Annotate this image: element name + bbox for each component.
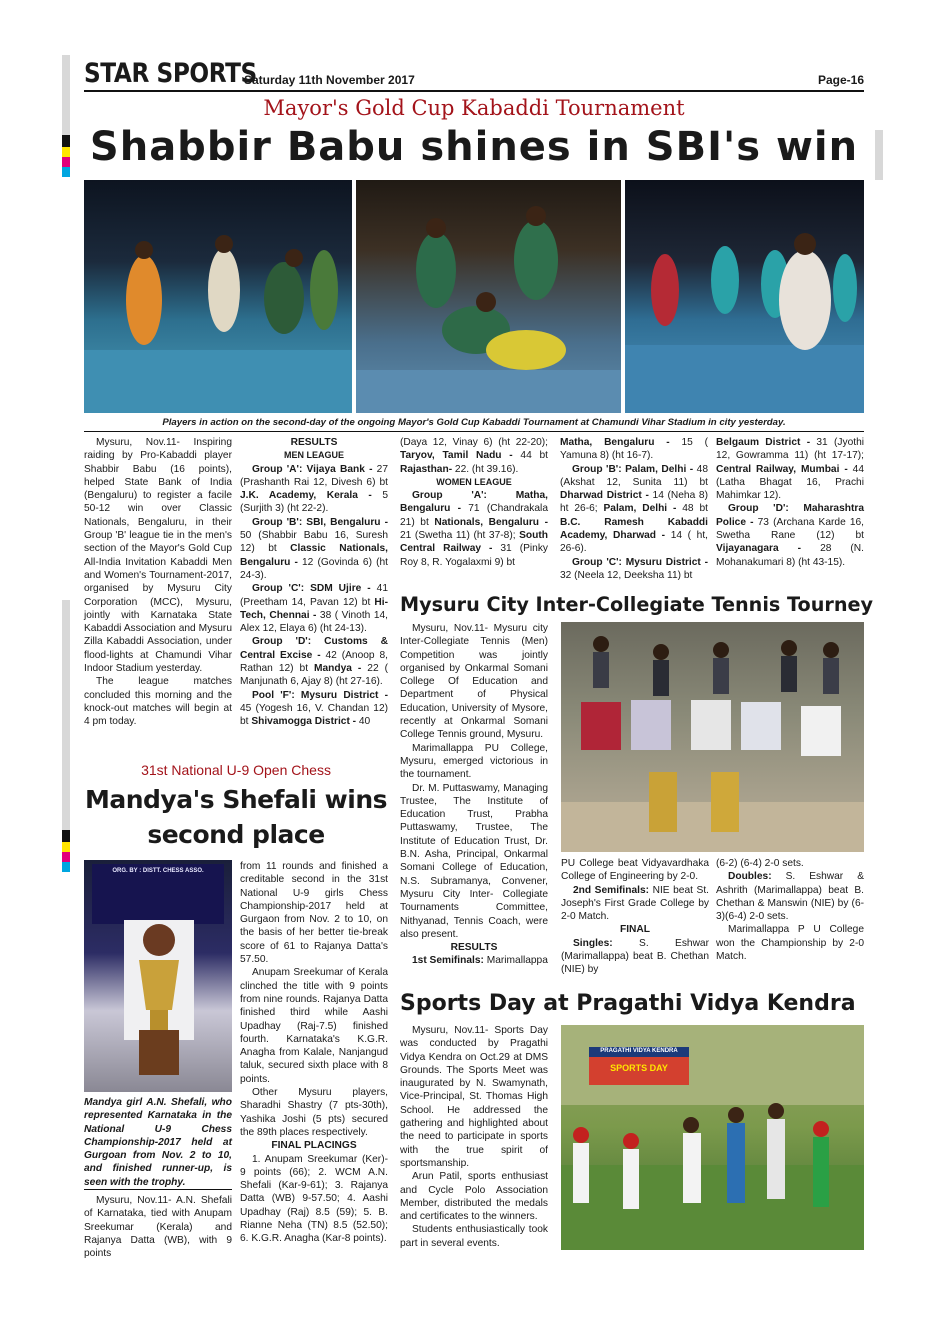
group-a-score2: 5 (Surjith 3) (ht 22-2). — [240, 490, 389, 515]
tennis-sf2-text: NIE beat St. Joseph's First Grade College by 2-0 Match. — [561, 884, 709, 923]
kabaddi-photo-2 — [356, 180, 621, 413]
women-group-c-text: 32 (Neela 12, Deeksha 11) bt — [560, 569, 693, 581]
chess-para-2: from 11 rounds and finished a creditable second in the 31st National U-9 girls Chess Championship-2017 held at Gurgaon from Nov. 2 to 10, on the basis of her better tie-break score of 61 to Rajanya Datta's 57.50. — [240, 861, 388, 966]
group-d-text: 42 (Anoop 8, Rathan 12) bt — [240, 649, 388, 675]
tennis-final-heading: FINAL — [620, 924, 650, 936]
kabaddi-kicker: Mayor's Gold Cup Kabaddi Tournament — [263, 96, 685, 120]
kabaddi-para-2: The league matches concluded this morning and the knock-out matches will begin at 4 pm today. — [84, 676, 232, 728]
masthead-brand: STAR SPORTS — [84, 58, 257, 89]
chess-kicker: 31st National U-9 Open Chess — [141, 762, 331, 778]
women-group-b-score3: 48 bt — [676, 503, 708, 515]
women-group-d-label: Group 'D': Maharashtra Police - — [716, 503, 864, 528]
col5-score: 31 (Jyothi 12, Gowramma 11) (ht 17-17); — [716, 437, 864, 462]
sports-day-headline: Sports Day at Pragathi Vidya Kendra — [400, 991, 856, 1016]
chess-caption-text: Mandya girl A.N. Shefali, who represented Karnataka in the National U-9 Chess Championship-2017 held at Gurgoan from Nov. 2 to 10, and finished runner-up, is seen with the trophy. — [84, 1097, 232, 1188]
tennis-team-photo — [561, 622, 864, 852]
chess-photo — [84, 860, 232, 1092]
col3-text: (Daya 12, Vinay 6) (ht 22-20); — [400, 437, 548, 448]
women-group-c-label: Group 'C': Mysuru District - — [572, 556, 708, 568]
chess-headline-line-1: Mandya's Shefali wins — [84, 785, 388, 814]
kabaddi-column-1 — [84, 436, 232, 729]
chess-photo-sign: ORG. BY : DISTT. CHESS ASSO. — [112, 868, 204, 874]
sports-day-banner-top: PRAGATHI VIDYA KENDRA — [600, 1048, 678, 1054]
women-group-a-label: Group 'A': Matha, Bengaluru - — [400, 490, 548, 515]
kabaddi-column-2 — [240, 436, 388, 729]
tennis-results-heading: RESULTS — [450, 942, 498, 954]
masthead-date: Saturday 11th November 2017 — [244, 73, 415, 87]
group-d-label: Group 'D': Customs & Central Excise - — [240, 636, 388, 661]
pool-f-score2: 40 — [356, 716, 371, 728]
col3-score: 44 bt — [512, 450, 548, 462]
tennis-para-2: Marimallappa PU College, Mysuru, emerged victorious in the tournament. — [400, 742, 548, 781]
women-group-d-score2: 28 (N. Mohanakumari 8) (ht 43-15). — [716, 543, 864, 568]
chess-para-3: Anupam Sreekumar of Kerala clinched the title with 9 points from nine rounds. Rajanya Datta finished third while Aashi Upadhay (Raj-7.5) finished fourth. Karnataka's K.G.R. Anagha from Kalale, Nanjangud taluk, secured sixth place with 8 points. — [240, 967, 388, 1085]
chess-caption-rule — [84, 1189, 232, 1190]
final-placings-heading: FINAL PLACINGS — [271, 1140, 357, 1152]
kabaddi-column-4 — [560, 436, 708, 582]
women-group-d-text: 73 (Archana Karde 16, Swetha Rane (12) bt — [716, 516, 865, 542]
final-placings-list: 1. Anupam Sreekumar (Ker)- 9 points (66); 2. WCM A.N. Shefali (Kar-9-61); 3. Rajanya Datta (WB) 9-57.50; 4. Aashi Upadhay (Raj) 8.5 (59); 5. B. Rianne Neha (TN) 8.5 (52.50); 6. K.G.R. Anagha (Kar-8 points). — [240, 1153, 388, 1245]
registration-swatch-yellow — [62, 147, 70, 157]
tennis-singles-label: Singles: — [573, 937, 613, 949]
registration-swatch-black-2 — [62, 830, 70, 842]
sports-day-photo — [561, 1025, 864, 1250]
tennis-para-3: Dr. M. Puttaswamy, Managing Trustee, The Institute of Education Trust, Prabha Puttaswamy, Trustee, The Institute of Education Trust, Dr. B.N. Asha, Principal, Onkarmal Somani College of Education, N.S. Subramanya, Convener, Mysuru City Inter- Collegiate Tournaments Committee, Nithyanad, Tennis Coach, were also present. — [400, 782, 548, 940]
kabaddi-caption-rule — [84, 431, 864, 432]
group-a-team2: J.K. Academy, Kerala - — [240, 490, 372, 502]
kabaddi-column-3 — [400, 436, 548, 569]
women-group-a-score3: 31 (Pinky Roy 8, R. Yogalaxmi 9) bt — [400, 543, 549, 568]
women-group-a-team2: Nationals, Bengaluru - — [434, 516, 548, 528]
sports-day-banner: SPORTS DAY — [610, 1063, 668, 1073]
chess-para-1: Mysuru, Nov.11- A.N. Shefali of Karnataka, tied with Anupam Sreekumar (Kerala) and Rajanya Datta (WB), with 9 points — [84, 1195, 232, 1260]
chess-para-4: Other Mysuru players, Sharadhi Shastry (7 pts-30th), Yashika Joshi (5 pts) secured the 89th places respectively. — [240, 1087, 388, 1138]
tennis-sf1-cont: PU College beat Vidyavardhaka College of Engineering by 2-0. — [561, 858, 709, 883]
group-b-label: Group 'B': SBI, Bengaluru - — [252, 516, 388, 528]
group-c-team2: Hi-Tech, Chennai - — [240, 596, 388, 621]
group-d-score2: 22 ( Manjunath 6, Ajay 8) (ht 27-16). — [240, 663, 389, 688]
masthead-rule — [84, 90, 864, 92]
group-b-team2: Classic Nationals, Bengaluru - — [240, 543, 388, 568]
col5-team2: Central Railway, Mumbai - — [716, 463, 848, 475]
kabaddi-photo-1 — [84, 180, 352, 413]
pool-f-team2: Shivamogga District - — [251, 716, 357, 728]
women-group-a-team3: South Central Railway - — [400, 530, 548, 555]
tennis-column-3 — [716, 857, 864, 963]
group-b-text: 50 (Shabbir Babu 16, Suresh 12) bt — [240, 530, 388, 555]
women-group-a-score2: 21 (Swetha 11) (ht 37-8); — [400, 530, 520, 542]
registration-strip-mid — [62, 600, 70, 830]
women-group-a-text: 71 (Chandrakala 21) bt — [400, 503, 548, 528]
women-group-d-team2: Vijayanagara - — [716, 543, 802, 555]
men-league-heading: MEN LEAGUE — [283, 450, 344, 461]
women-group-b-team2: Dharwad District - — [560, 490, 649, 502]
chess-caption — [84, 1096, 232, 1189]
registration-strip-right — [875, 130, 883, 180]
tennis-sf2-label: 2nd Semifinals: — [573, 884, 650, 896]
tennis-headline: Mysuru City Inter-Collegiate Tennis Tourney — [400, 593, 874, 616]
group-c-score2: 38 ( Vinoth 14, Alex 12, Elaya 6) (ht 24-13). — [240, 609, 388, 635]
pool-f-text: 45 (Yogesh 16, V. Chandan 12) bt — [240, 702, 388, 728]
sports-day-para-3: Students enthusiastically took part in several events. — [400, 1224, 548, 1249]
tennis-sf1-text: Marimallappa — [483, 955, 548, 967]
kabaddi-photo-caption: Players in action on the second-day of the ongoing Mayor's Gold Cup Kabaddi Tournament at Chamundi Vihar Stadium in city yesterday. — [162, 417, 786, 428]
results-heading: RESULTS — [290, 437, 338, 448]
group-d-team2: Mandya - — [314, 663, 362, 675]
tennis-sf1-label: 1st Semifinals: — [412, 955, 484, 967]
tennis-doubles-text: S. Eshwar & Ashrith (Marimallappa) beat B. Chethan & Manswin (NIE) by (6-3)(6-4) 2-0 sets. — [716, 871, 864, 923]
registration-swatch-magenta — [62, 157, 70, 167]
kabaddi-headline: Shabbir Babu shines in SBI's win — [89, 124, 859, 170]
registration-swatch-magenta-2 — [62, 852, 70, 862]
registration-swatch-black — [62, 135, 70, 147]
col5-team: Belgaum District - — [716, 437, 811, 448]
chess-column-2 — [240, 860, 388, 1246]
women-league-heading: WOMEN LEAGUE — [436, 476, 512, 487]
registration-swatch-cyan-2 — [62, 862, 70, 872]
tennis-column-1 — [400, 622, 548, 968]
group-c-text: 41 (Preetham 14, Pavan 12) bt — [240, 583, 388, 608]
col5-score2: 44 (Latha Bhagat 16, Prachi Mahimkar 12). — [716, 463, 864, 502]
tennis-singles-text: S. Eshwar (Marimallappa) beat B. Chethan (NIE) by — [561, 937, 709, 976]
tennis-para-1: Mysuru, Nov.11- Mysuru city Inter-Collegiate Tennis (Men) Competition was jointly organised by Onkarmal Somani College Of Education and Department of Physical Education, University of Mysore, recently at Onkarmal Somani College Tennis ground, Mysuru. — [400, 623, 548, 741]
kabaddi-photo-3 — [625, 180, 864, 413]
col4-team: Matha, Bengaluru - — [560, 437, 670, 448]
col3-score2: 22. (ht 39.16). — [452, 463, 519, 475]
kabaddi-column-5 — [716, 436, 864, 569]
women-group-b-team4: B.C. Ramesh Kabaddi Academy, Dharwad - — [560, 516, 708, 542]
chess-headline-line-2: second place — [147, 820, 325, 849]
col3-team2: Rajasthan- — [400, 463, 453, 475]
women-group-b-score2: 14 (Neha 8) ht 26-6; — [560, 490, 708, 515]
group-b-score2: 12 (Govinda 6) (ht 24-3). — [240, 556, 388, 581]
registration-strip-top — [62, 55, 70, 135]
pool-f-label: Pool 'F': Mysuru District - — [252, 689, 388, 701]
women-group-b-score4: 14 ( ht, 26-6). — [560, 530, 709, 555]
group-a-label: Group 'A': Vijaya Bank - — [252, 463, 373, 475]
tennis-singles-cont: (6-2) (6-4) 2-0 sets. — [716, 858, 804, 869]
sports-day-para-1: Mysuru, Nov.11- Sports Day was conducted by Pragathi Vidya Kendra on Oct.29 at DMS Grounds. The Sports Meet was inaugurated by N. Swamynath, Vice-Principal, St. Thomas High School. He addressed the gathering and highlighted about the need to participate in sports with the true spirit of sportsmanship. — [400, 1025, 548, 1169]
group-c-label: Group 'C': SDM Ujire - — [252, 583, 371, 595]
sports-day-para-2: Arun Patil, sports enthusiast and Cycle Polo Association Member, distributed the medals and certificates to the winners. — [400, 1171, 548, 1223]
col3-team: Taryov, Tamil Nadu - — [400, 450, 513, 462]
women-group-b-label: Group 'B': Palam, Delhi - — [572, 463, 694, 475]
group-a-text: 27 (Prashanth Rai 12, Divesh 6) bt — [240, 463, 388, 488]
women-group-b-text: 48 (Akshat 12, Sunita 11) bt — [560, 463, 708, 488]
women-group-b-team3: Palam, Delhi - — [603, 503, 677, 515]
sports-day-column-1 — [400, 1024, 548, 1250]
masthead-page: Page-16 — [818, 73, 865, 87]
kabaddi-para-1: Mysuru, Nov.11- Inspiring raiding by Pro-Kabaddi player Shabbir Babu (16 points), helped State Bank of India (Bengaluru) to register a facile 50-12 win over Classic Nationals, Bengaluru, in their Group 'B' league tie in the men's section of the Mayor's Gold Cup All-India Invitation Kabaddi Men and Women's Tournament-2017, organised by Mysuru City Corporation (MCC), Mysuru, jointly with Karnataka State Kabaddi Association and Mysuru Zilla Kabaddi Association, under flood-lights at Chamundi Vihar Indoor Stadium yesterday. — [84, 437, 232, 675]
chess-column-1 — [84, 1194, 232, 1260]
tennis-column-2 — [561, 857, 709, 977]
registration-swatch-cyan — [62, 167, 70, 177]
tennis-doubles-label: Doubles: — [728, 871, 772, 883]
registration-swatch-yellow-2 — [62, 842, 70, 852]
col4-score: 15 ( Yamuna 8) (ht 16-7). — [560, 437, 708, 462]
tennis-champion: Marimallappa P U College won the Championship by 2-0 Match. — [716, 924, 864, 963]
